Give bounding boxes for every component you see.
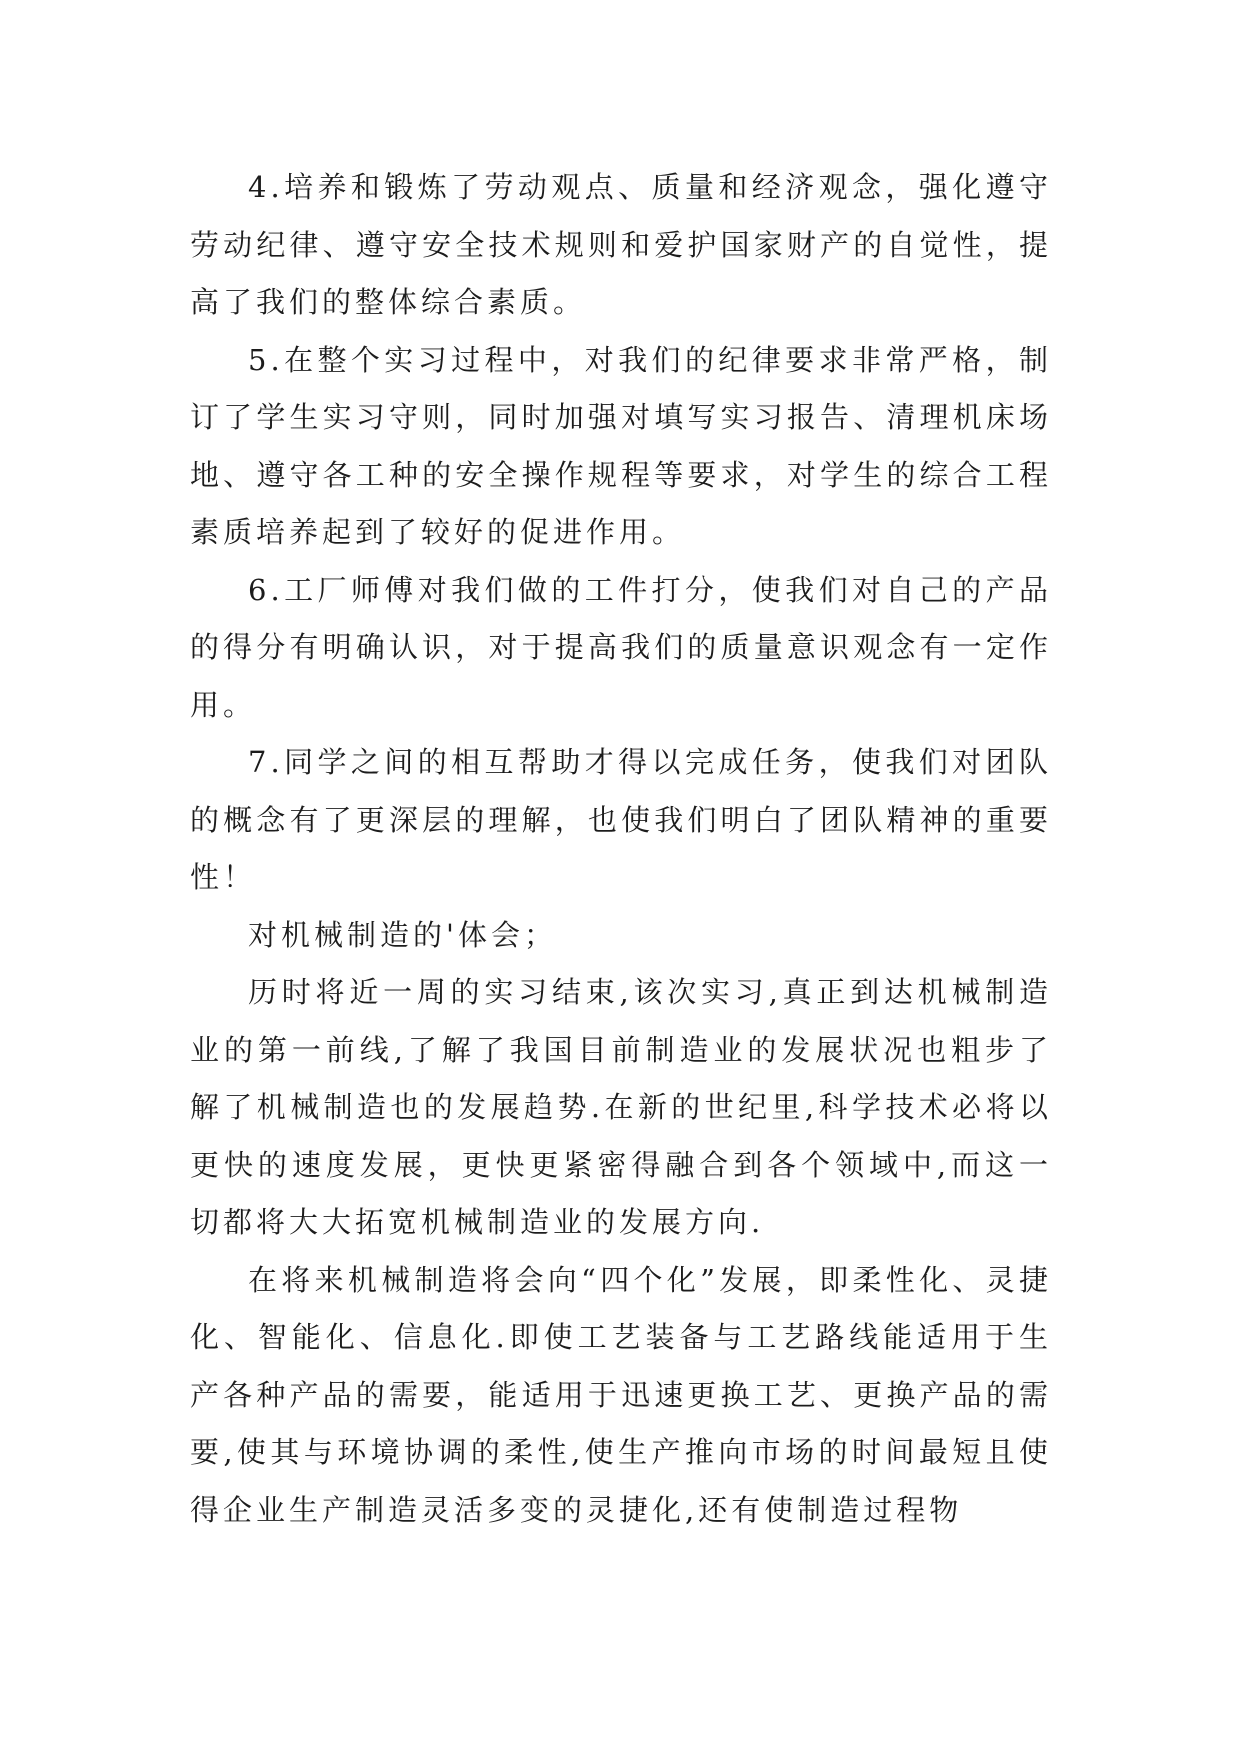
paragraph-future-trends: 在将来机械制造将会向“四个化”发展，即柔性化、灵捷化、智能化、信息化.即使工艺装备与工艺路线能适用于生产各种产品的需要，能适用于迅速更换工艺、更换产品的需要,使其与环境协调的柔性,使生产推向市场的时间最短且使得企业生产制造灵活多变的灵捷化,还有使制造过程物 — [190, 1262, 1052, 1527]
document-body — [190, 159, 1052, 1539]
paragraph-experience: 历时将近一周的实习结束,该次实习,真正到达机械制造业的第一前线,了解了我国目前制造业的发展状况也粗步了解了机械制造也的发展趋势.在新的世纪里,科学技术必将以更快的速度发展，更快更紧密得融合到各个领域中,而这一切都将大大拓宽机械制造业的发展方向. — [190, 975, 1052, 1239]
paragraph-item-5: 5.在整个实习过程中，对我们的纪律要求非常严格，制订了学生实习守则，同时加强对填写实习报告、清理机床场地、遵守各工种的安全操作规程等要求，对学生的综合工程素质培养起到了较好的促进作用。 — [190, 342, 1052, 549]
section-heading: 对机械制造的'体会； — [248, 917, 557, 952]
paragraph-item-6: 6.工厂师傅对我们做的工件打分，使我们对自己的产品的得分有明确认识，对于提高我们的质量意识观念有一定作用。 — [190, 572, 1052, 722]
paragraph-item-4: 4.培养和锻炼了劳动观点、质量和经济观念，强化遵守劳动纪律、遵守安全技术规则和爱护国家财产的自觉性，提高了我们的整体综合素质。 — [190, 170, 1052, 319]
paragraph-item-7: 7.同学之间的相互帮助才得以完成任务，使我们对团队的概念有了更深层的理解，也使我们明白了团队精神的重要性！ — [190, 745, 1052, 894]
